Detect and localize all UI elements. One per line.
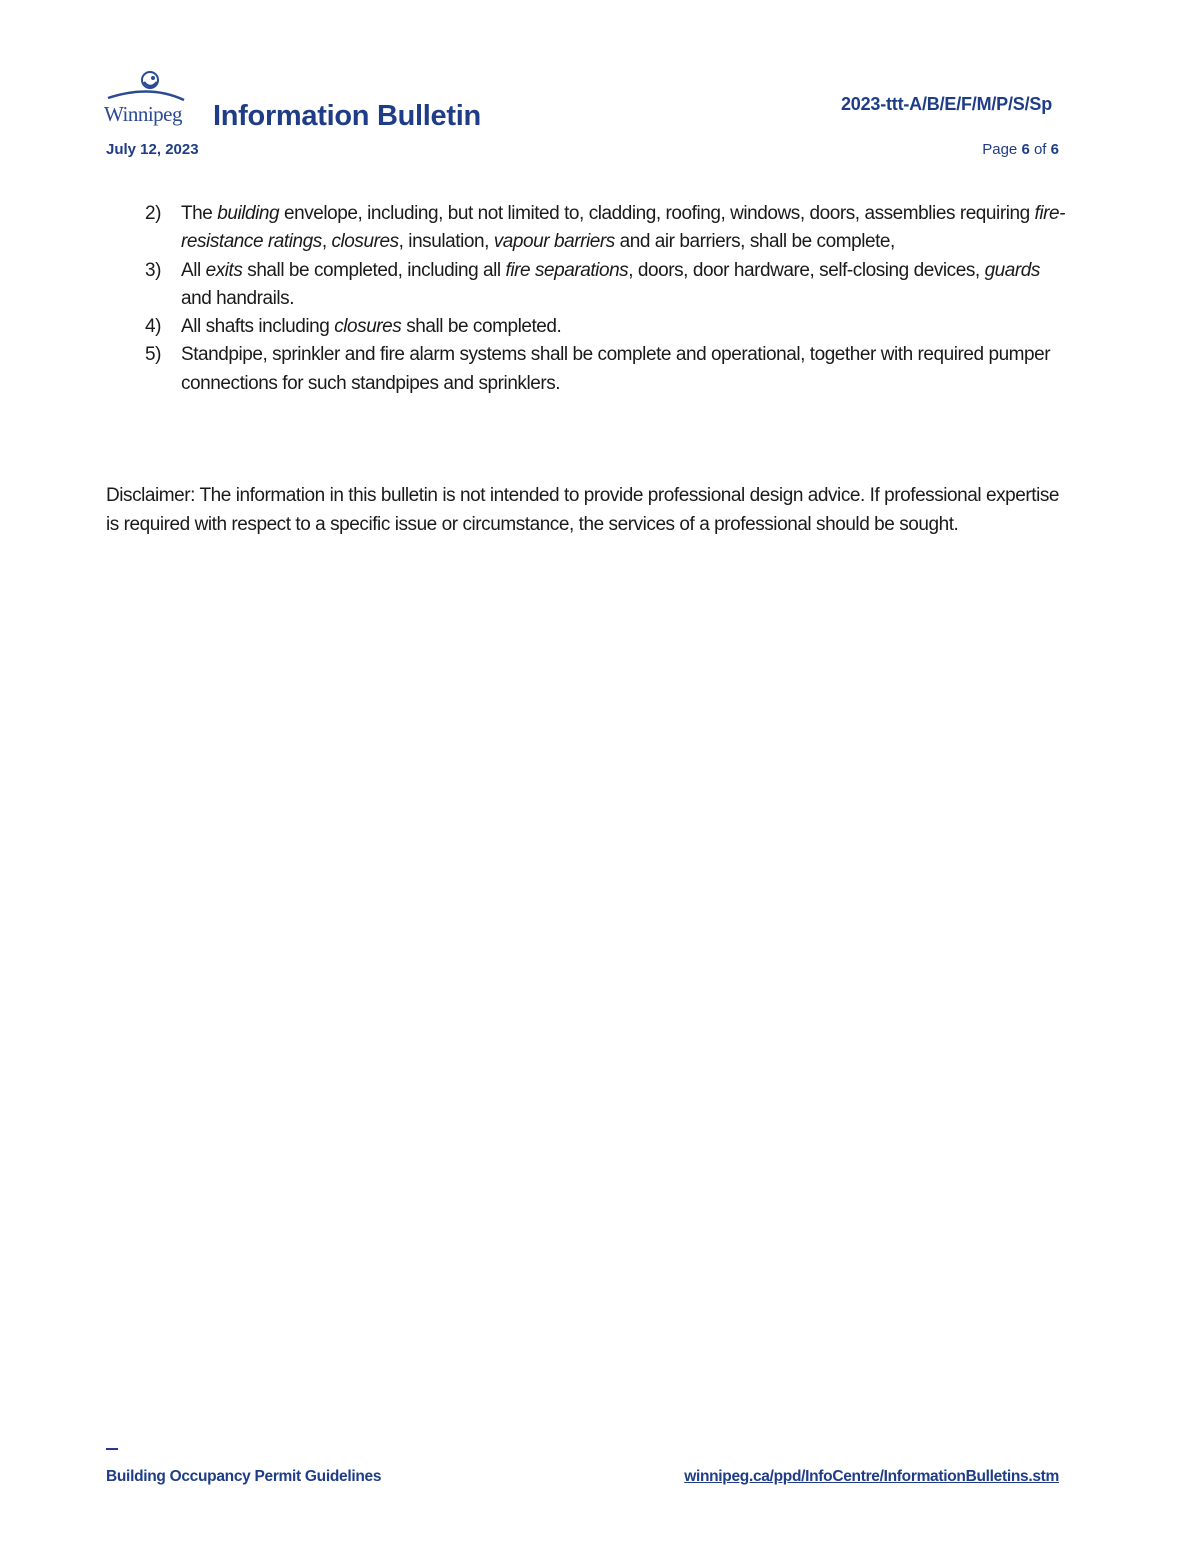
list-text: envelope, including, but not limited to, cladding, roofing, windows, doors, assemblies requiring [279,203,1035,224]
disclaimer: Disclaimer: The information in this bulletin is not intended to provide professional design advice. If professional expertise is required with respect to a specific issue or circumstance, the services of a professional should be sought. [106,485,1060,535]
list-text: The [181,203,218,224]
list-item-number: 3) [145,259,161,281]
page-prefix: Page [982,141,1018,158]
bulletin-code: 2023-ttt-A/B/E/F/M/P/S/Sp [840,94,1052,114]
list-item [145,313,1075,341]
list-text: , doors, door hardware, self-closing devices, [628,259,985,281]
defined-term: exits [205,259,243,281]
list-text: shall be completed, including all [242,259,506,281]
defined-term: fire-resistance ratings [181,203,1066,253]
page-current: 6 [1021,141,1030,158]
page-number [982,141,1059,158]
list-text: , insulation, [398,231,494,253]
list-item [145,200,1075,257]
list-item-number: 2) [145,203,161,224]
list-text: All shafts including [181,316,335,338]
list-item [145,341,1075,398]
list-text: and air barriers, shall be complete, [614,231,895,253]
list-item [145,257,1075,314]
defined-term: vapour barriers [493,231,615,253]
defined-term: closures [331,231,399,253]
list-text: and handrails. [181,287,295,309]
page-title: Information Bulletin [213,100,481,132]
list-text: , [321,231,332,253]
defined-term: fire separations [505,259,629,281]
footer-divider [106,1448,118,1450]
requirements-list [145,200,1075,398]
list-text: shall be completed. [401,316,562,338]
bulletin-date: July 12, 2023 [106,141,199,158]
footer-link[interactable]: winnipeg.ca/ppd/InfoCentre/InformationBulletins.stm [684,1468,1059,1485]
defined-term: building [217,203,280,224]
page-total: 6 [1050,141,1059,158]
defined-term: closures [334,316,402,338]
logo-wordmark: Winnipeg [104,102,182,126]
defined-term: guards [984,259,1040,281]
list-item-number: 5) [145,344,161,366]
page-of: of [1033,141,1047,158]
list-text: All [181,259,206,281]
list-text: Standpipe, sprinkler and fire alarm systems shall be complete and operational, together with required pumper connections for such standpipes and sprinklers. [181,344,1051,394]
footer-title: Building Occupancy Permit Guidelines [106,1468,382,1485]
list-item-number: 4) [145,316,161,338]
